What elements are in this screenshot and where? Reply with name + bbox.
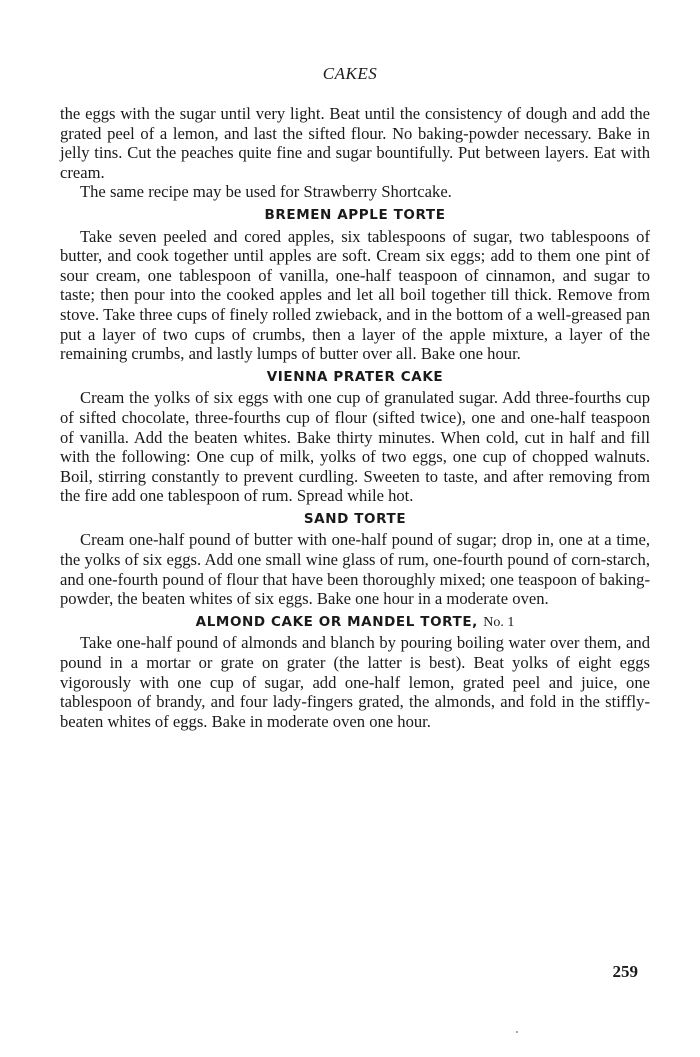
recipe-bremen-apple-torte (60, 206, 650, 364)
recipe-title-number: No. 1 (483, 614, 515, 630)
recipe-text: Take seven peeled and cored apples, six tablespoons of sugar, two tablespoons of butter, and cook together until apples are soft. Cream six eggs; add to them one pint of sour cream, one tablespoon of vanilla, one-half teaspoon of cinnamon, and sugar to taste; then pour into the cooked apples and let all boil together till thick. Remove from stove. Take three cups of finely rolled zwieback, and in the bottom of a well-greased pan put a layer of two cups of crumbs, then a layer of the apple mixture, a layer of the remaining crumbs, and lastly lumps of butter over all. Bake one hour. (60, 226, 650, 364)
paper-speck (516, 1031, 518, 1033)
continued-paragraph: the eggs with the sugar until very light. Beat until the consistency of dough and add the grated peel of a lemon, and last the sifted flour. No baking-powder necessary. Bake in jelly tins. Cut the peaches quite fine and sugar bountifully. Put between layers. Eat with cream. (60, 104, 650, 182)
page-number: 259 (612, 962, 638, 981)
recipe-title: BREMEN APPLE TORTE (264, 206, 446, 223)
recipe-title: SAND TORTE (303, 510, 407, 527)
recipe-title: VIENNA PRATER CAKE (266, 368, 444, 385)
recipe-text: Cream the yolks of six eggs with one cup of granulated sugar. Add three-fourths cup of sifted chocolate, three-fourths cup of flour (sifted twice), one and one-half teaspoon of vanilla. Add the beaten whites. Bake thirty minutes. When cold, cut in half and fill with the following: One cup of milk, yolks of two eggs, one cup of chopped walnuts. Boil, stirring constantly to prevent curdling. Sweeten to taste, and after removing from the fire add one tablespoon of rum. Spread while hot. (60, 388, 650, 506)
recipe-text: Cream one-half pound of butter with one-half pound of sugar; drop in, one at a time, the yolks of six eggs. Add one small wine glass of rum, one-fourth pound of corn-starch, and one-fourth pound of flour that have been thoroughly mixed; one teaspoon of baking-powder, the beaten whites of six eggs. Bake one hour in a moderate oven. (60, 530, 650, 609)
recipe-almond-cake (60, 613, 650, 732)
recipe-title-line (60, 613, 650, 633)
recipe-sand-torte (60, 510, 650, 609)
recipe-vienna-prater-cake (60, 368, 650, 506)
recipe-title: ALMOND CAKE OR MANDEL TORTE, (195, 613, 478, 630)
recipe-note: The same recipe may be used for Strawberry Shortcake. (80, 182, 452, 202)
page-body (60, 104, 650, 731)
recipe-text: Take one-half pound of almonds and blanch by pouring boiling water over them, and pound in a mortar or grate on grater (the latter is best). Beat yolks of eight eggs vigorously with one cup of sugar, add one-half lemon, grated peel and juice, one tablespoon of brandy, and four lady-fingers grated, the almonds, and fold in the stiffly-beaten whites of eggs. Bake in moderate oven one hour. (60, 633, 650, 731)
running-head: CAKES (322, 64, 378, 83)
